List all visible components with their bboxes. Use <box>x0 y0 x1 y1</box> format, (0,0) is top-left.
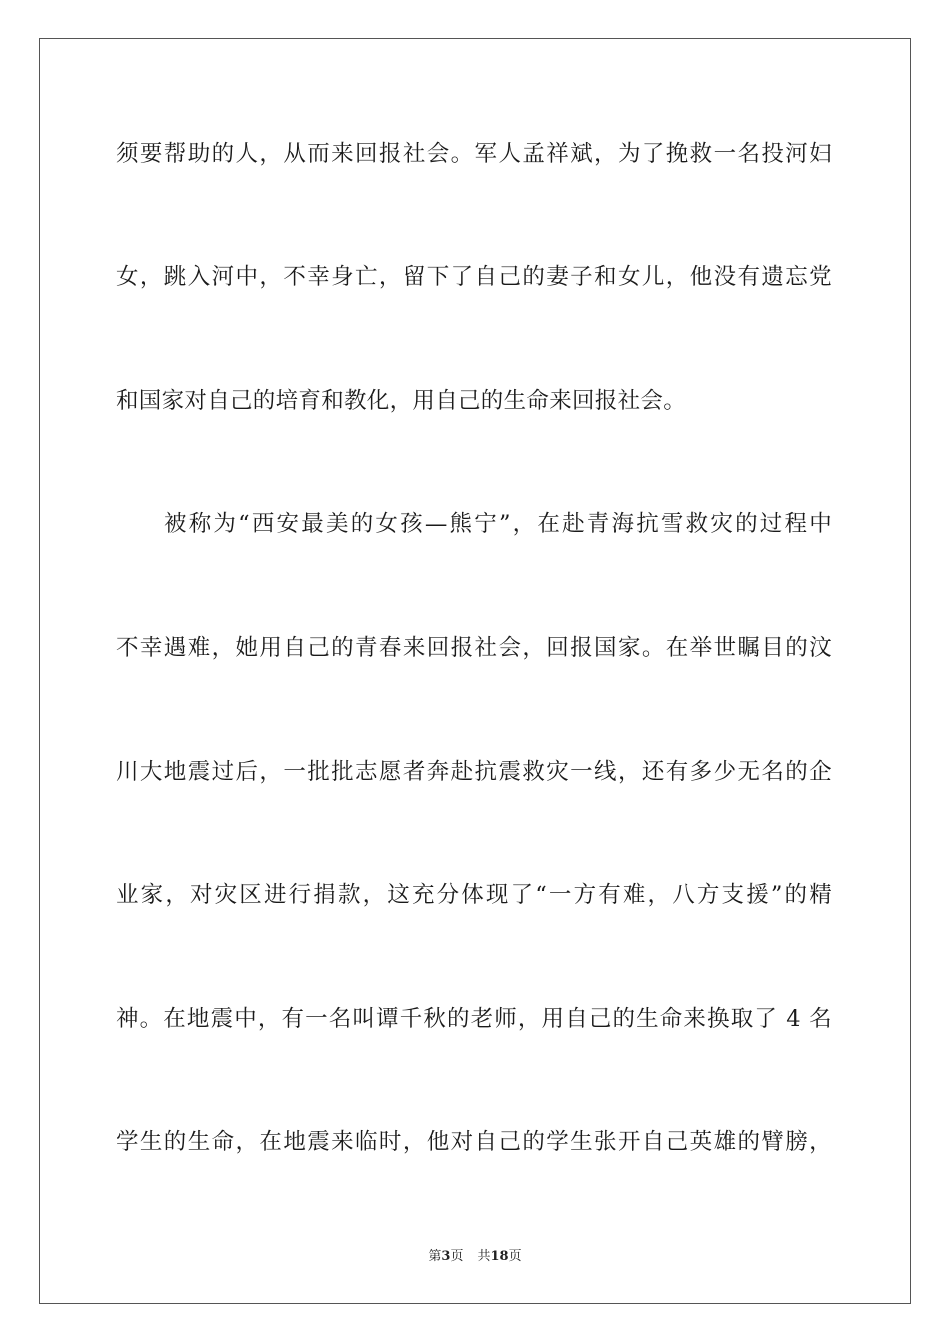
page-border <box>39 38 911 1304</box>
body-text-line-9: 学生的生命，在地震来临时，他对自己的学生张开自己英雄的臂膀， <box>116 1129 832 1155</box>
body-text-line-8: 神。在地震中，有一名叫谭千秋的老师，用自己的生命来换取了 4 名 <box>116 1006 832 1032</box>
page-prefix: 第 <box>428 1249 442 1264</box>
body-text-line-1: 须要帮助的人，从而来回报社会。军人孟祥斌，为了挽救一名投河妇 <box>116 141 832 167</box>
page-suffix: 页 <box>450 1249 464 1264</box>
body-text-line-2: 女，跳入河中，不幸身亡，留下了自己的妻子和女儿，他没有遗忘党 <box>116 264 832 290</box>
total-prefix: 共 <box>477 1249 491 1264</box>
body-text-line-3: 和国家对自己的培育和教化，用自己的生命来回报社会。 <box>116 388 687 414</box>
page-number: 3 <box>441 1249 451 1264</box>
body-text-line-5: 不幸遇难，她用自己的青春来回报社会，回报国家。在举世瞩目的汶 <box>116 635 832 661</box>
body-text-line-6: 川大地震过后，一批批志愿者奔赴抗震救灾一线，还有多少无名的企 <box>116 759 832 785</box>
total-pages: 18 <box>490 1249 509 1264</box>
body-text-line-4: 被称为“西安最美的女孩—熊宁”，在赴青海抗雪救灾的过程中 <box>164 511 832 537</box>
page-footer <box>0 1249 950 1265</box>
total-suffix: 页 <box>508 1249 522 1264</box>
body-text-line-7: 业家，对灾区进行捐款，这充分体现了“一方有难，八方支援”的精 <box>116 882 832 908</box>
